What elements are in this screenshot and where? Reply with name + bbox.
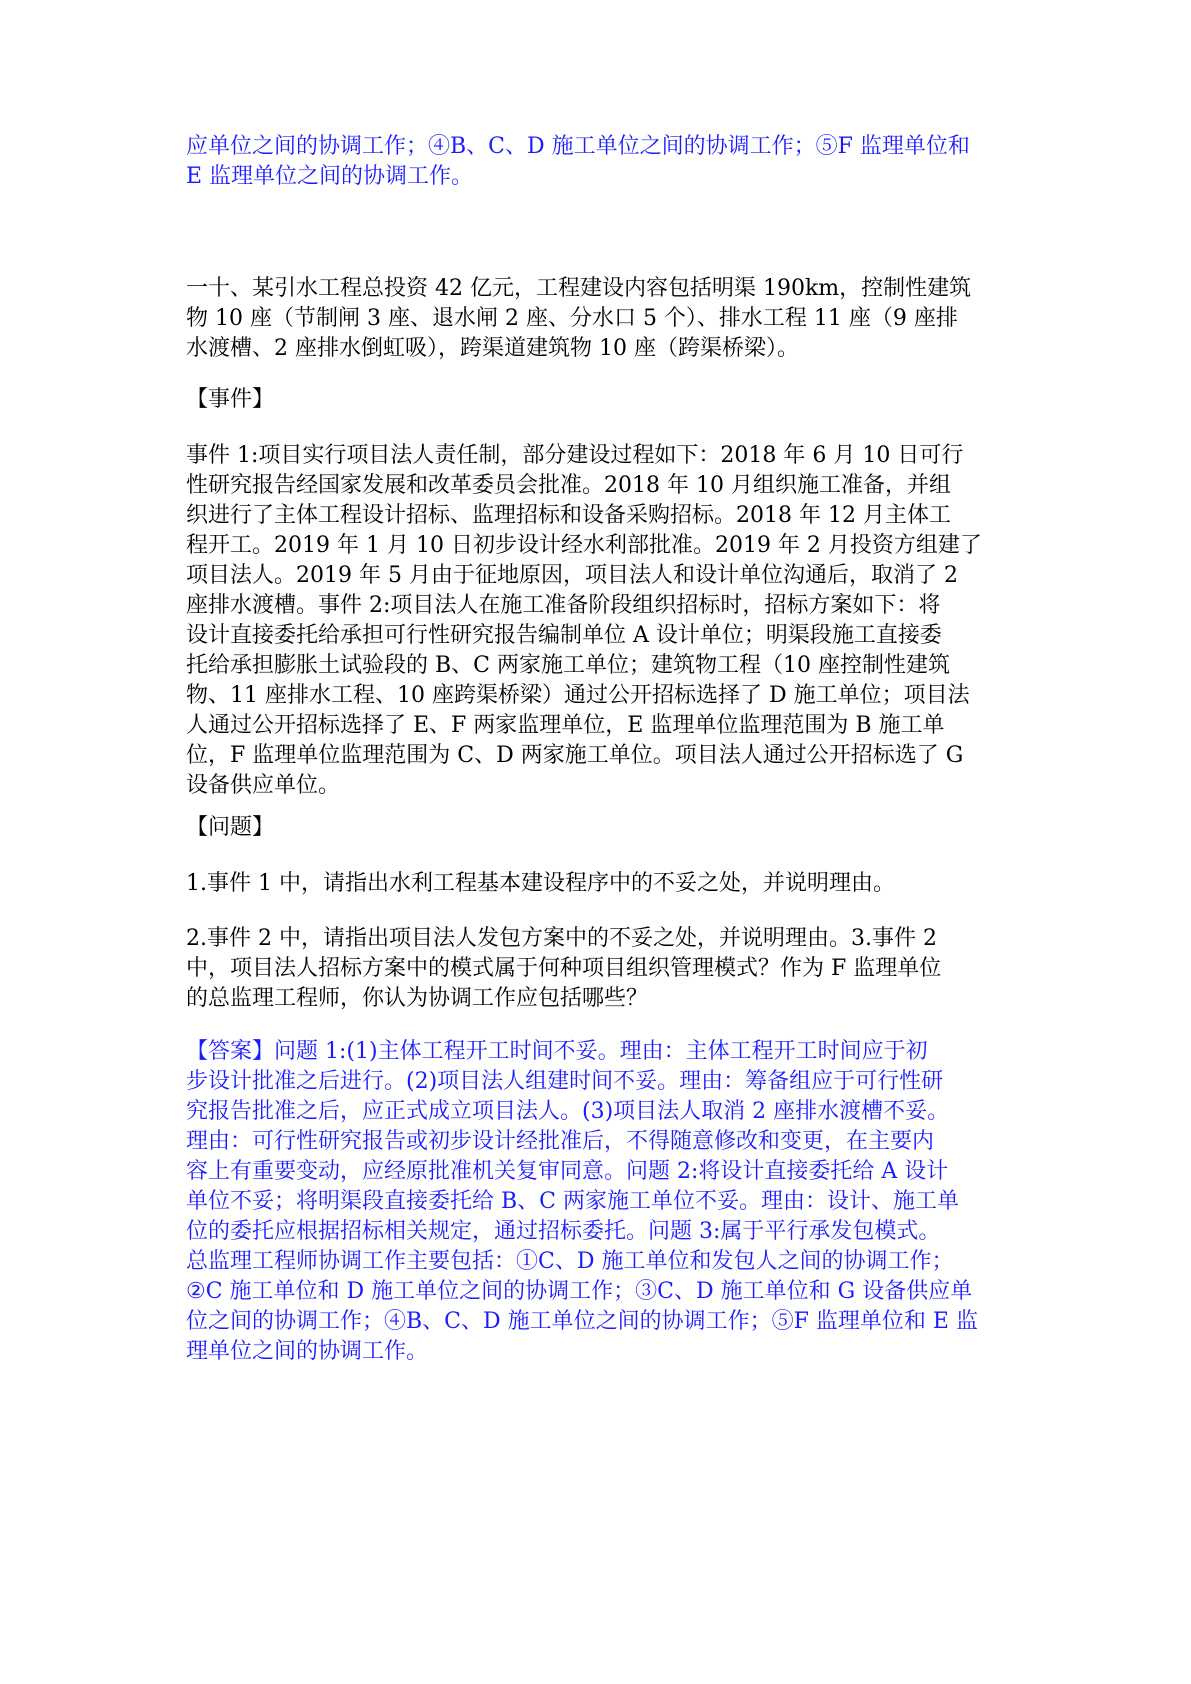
text-line: 程开工。2019 年 1 月 10 日初步设计经水利部批准。2019 年 2 月投资方组建了 [186, 533, 982, 558]
text-line: ②C 施工单位和 D 施工单位之间的协调工作；③C、D 施工单位和 G 设备供应单 [186, 1279, 973, 1304]
text-line: 总监理工程师协调工作主要包括：①C、D 施工单位和发包人之间的协调工作； [186, 1249, 954, 1274]
question-2-paragraph [186, 924, 1018, 1014]
text-line: 位，F 监理单位监理范围为 C、D 两家施工单位。项目法人通过公开招标选了 G [186, 743, 964, 768]
events-heading: 【事件】 [186, 387, 275, 412]
text-line: 设计直接委托给承担可行性研究报告编制单位 A 设计单位；明渠段施工直接委 [186, 623, 942, 648]
text-line: 究报告批准之后，应正式成立项目法人。(3)项目法人取消 2 座排水渡槽不妥。 [186, 1099, 950, 1124]
text-line: 应单位之间的协调工作；④B、C、D 施工单位之间的协调工作；⑤F 监理单位和 [186, 134, 970, 159]
text-line: 步设计批准之后进行。(2)项目法人组建时间不妥。理由：筹备组应于可行性研 [186, 1069, 944, 1094]
text-line: 设备供应单位。 [186, 773, 341, 798]
text-line: 人通过公开招标选择了 E、F 两家监理单位，E 监理单位监理范围为 B 施工单 [186, 713, 945, 738]
question-intro-paragraph [186, 274, 1018, 364]
question-1-paragraph [186, 869, 1018, 899]
answer-paragraph [186, 1037, 1018, 1367]
text-line: 性研究报告经国家发展和改革委员会批准。2018 年 10 月组织施工准备，并组 [186, 473, 951, 498]
text-line: 中，项目法人招标方案中的模式属于何种项目组织管理模式？作为 F 监理单位 [186, 956, 942, 981]
document-page [186, 0, 1018, 1684]
text-line: 水渡槽、2 座排水倒虹吸），跨渠道建筑物 10 座（跨渠桥梁）。 [186, 336, 799, 361]
text-line: 物、11 座排水工程、10 座跨渠桥梁）通过公开招标选择了 D 施工单位；项目法 [186, 683, 970, 708]
text-line: 一十、某引水工程总投资 42 亿元，工程建设内容包括明渠 190km，控制性建筑 [186, 276, 972, 301]
text-line: E 监理单位之间的协调工作。 [186, 164, 474, 189]
text-line: 2.事件 2 中，请指出项目法人发包方案中的不妥之处，并说明理由。3.事件 2 [186, 926, 937, 951]
events-paragraph [186, 441, 1018, 801]
text-line: 的总监理工程师，你认为协调工作应包括哪些？ [186, 986, 649, 1011]
text-line: 理由：可行性研究报告或初步设计经批准后，不得随意修改和变更，在主要内 [186, 1129, 935, 1154]
text-line: 事件 1:项目实行项目法人责任制，部分建设过程如下：2018 年 6 月 10 日可行 [186, 443, 964, 468]
text-line: 项目法人。2019 年 5 月由于征地原因，项目法人和设计单位沟通后，取消了 2 [186, 563, 958, 588]
text-line: 座排水渡槽。事件 2:项目法人在施工准备阶段组织招标时，招标方案如下：将 [186, 593, 941, 618]
text-line: 位的委托应根据招标相关规定，通过招标委托。问题 3:属于平行承发包模式。 [186, 1219, 941, 1244]
text-line: 物 10 座（节制闸 3 座、退水闸 2 座、分水口 5 个）、排水工程 11 座（9 座排 [186, 306, 958, 331]
questions-heading: 【问题】 [186, 815, 275, 840]
text-line: 【答案】问题 1:(1)主体工程开工时间不妥。理由：主体工程开工时间应于初 [186, 1039, 928, 1064]
text-line: 织进行了主体工程设计招标、监理招标和设备采购招标。2018 年 12 月主体工 [186, 503, 951, 528]
text-line: 单位不妥；将明渠段直接委托给 B、C 两家施工单位不妥。理由：设计、施工单 [186, 1189, 959, 1214]
text-line: 容上有重要变动，应经原批准机关复审同意。问题 2:将设计直接委托给 A 设计 [186, 1159, 949, 1184]
text-line: 理单位之间的协调工作。 [186, 1339, 429, 1364]
text-line: 位之间的协调工作；④B、C、D 施工单位之间的协调工作；⑤F 监理单位和 E 监 [186, 1309, 978, 1334]
text-line: 托给承担膨胀土试验段的 B、C 两家施工单位；建筑物工程（10 座控制性建筑 [186, 653, 950, 678]
carryover-answer-paragraph [186, 132, 1018, 192]
text-line: 1.事件 1 中，请指出水利工程基本建设程序中的不妥之处，并说明理由。 [186, 871, 895, 896]
